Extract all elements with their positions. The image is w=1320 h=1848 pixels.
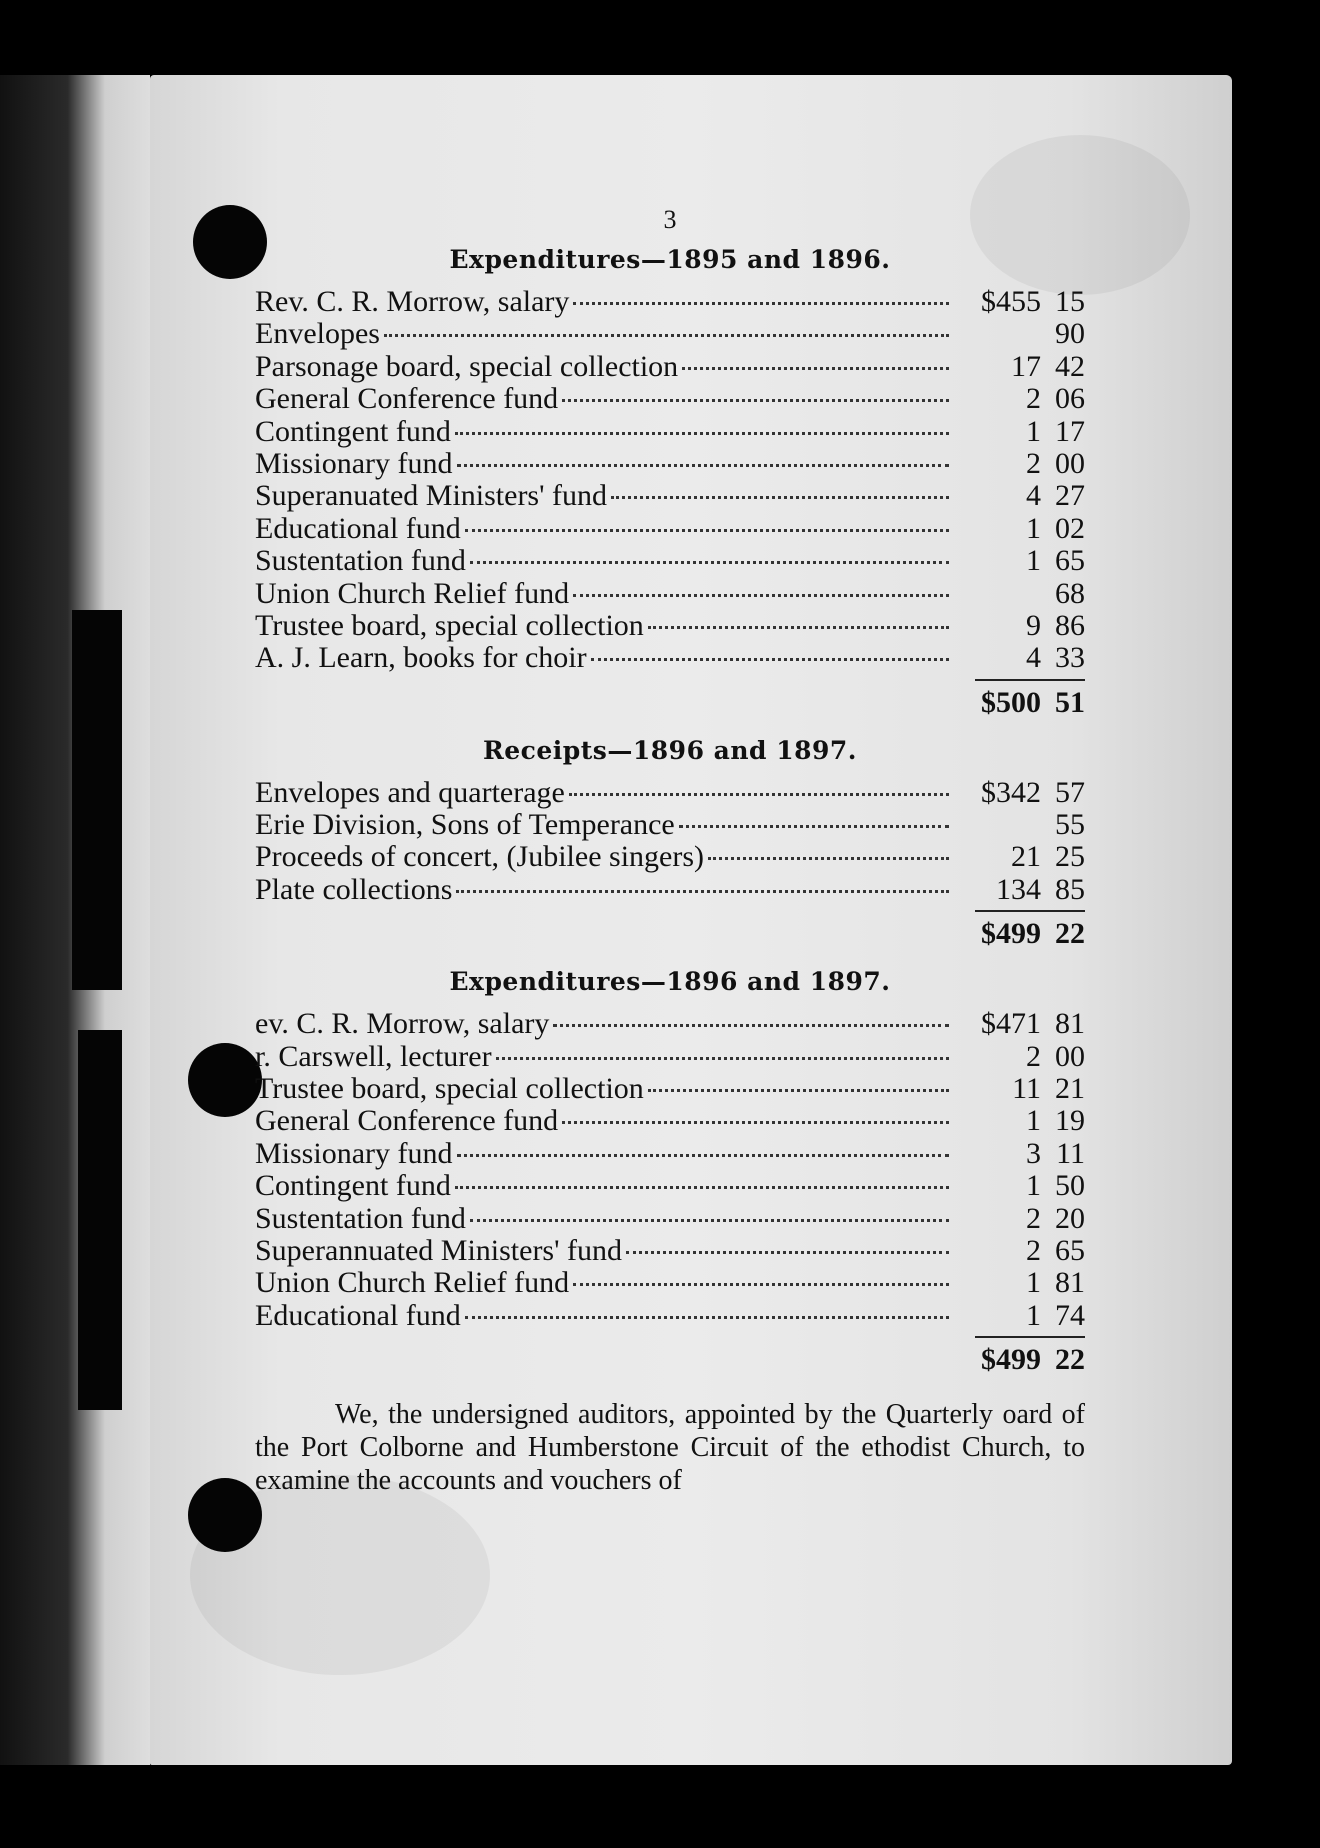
dot-leader <box>573 274 949 305</box>
dot-leader <box>457 436 950 467</box>
ledger-item-dollars: $455 <box>981 285 1041 318</box>
ledger-item-label: Trustee board, special collection <box>255 1072 644 1106</box>
ledger-section <box>255 731 1085 957</box>
ledger-section <box>255 240 1085 725</box>
ledger-item-cents: 19 <box>1055 1104 1085 1138</box>
dot-leader <box>457 1126 950 1157</box>
dot-leader <box>648 598 949 629</box>
dot-leader <box>682 339 949 370</box>
ledger-item-dollars: 134 <box>996 872 1041 906</box>
ledger-item-cents: 50 <box>1055 1169 1085 1203</box>
binding-gap-shadow <box>72 610 122 990</box>
dot-leader <box>569 765 949 796</box>
section-heading: Receipts—1896 and 1897. <box>482 735 858 765</box>
ledger-item-label: Contingent fund <box>255 1169 451 1203</box>
ledger-item-cents: 00 <box>1055 1039 1085 1073</box>
ledger-item-cents: 02 <box>1055 511 1085 545</box>
total-cents: 51 <box>1055 685 1085 719</box>
punch-hole <box>188 1043 262 1117</box>
ledger-item-dollars: $471 <box>981 1007 1041 1041</box>
ledger-item-cents: 90 <box>1055 317 1085 351</box>
ledger-item-cents: 81 <box>1055 1266 1085 1300</box>
dot-leader <box>708 829 949 860</box>
page-number: 3 <box>663 205 677 234</box>
total-cents: 22 <box>1055 917 1085 951</box>
ledger-item-cents: 25 <box>1055 840 1085 874</box>
ledger-item-cents: 33 <box>1055 641 1085 675</box>
ledger-item-label: Erie Division, Sons of Temperance <box>255 808 675 842</box>
dot-leader <box>591 630 949 661</box>
ledger-item-label: General Conference fund <box>255 1104 559 1138</box>
section-total <box>255 1338 1085 1382</box>
dot-leader <box>465 501 949 532</box>
ledger-item-label: A. J. Learn, books for choir <box>255 641 587 675</box>
ledger-item-dollars: 1 <box>1026 1169 1041 1203</box>
ledger-item-dollars: 2 <box>1026 446 1041 480</box>
ledger-item-dollars: 2 <box>1026 1201 1041 1235</box>
ledger-item-label: Superanuated Ministers' fund <box>255 479 608 513</box>
ledger-row <box>255 771 1085 809</box>
dot-leader <box>553 996 949 1027</box>
ledger-item-label: r. Carswell, lecturer <box>255 1039 492 1073</box>
section-heading: Expenditures—1896 and 1897. <box>449 967 891 997</box>
ledger-item-dollars: 11 <box>1012 1072 1041 1106</box>
ledger-item-label: Parsonage board, special collection <box>255 349 679 383</box>
dot-leader <box>573 566 949 597</box>
dot-leader <box>456 862 949 893</box>
ledger-item-cents: 21 <box>1055 1072 1085 1106</box>
ledger-item-label: Missionary fund <box>255 446 453 480</box>
ledger-item-dollars: 1 <box>1026 1266 1041 1300</box>
ledger-item-dollars: $342 <box>981 775 1041 809</box>
dot-leader <box>562 371 949 402</box>
ledger-item-cents: 15 <box>1055 285 1085 318</box>
ledger-item-dollars: 2 <box>1026 1233 1041 1267</box>
ledger-item-cents: 42 <box>1055 349 1085 383</box>
ledger-item-cents: 57 <box>1055 775 1085 809</box>
ledger-item-dollars: 1 <box>1026 544 1041 578</box>
total-dollars: $500 <box>981 685 1041 719</box>
dot-leader <box>465 1288 949 1319</box>
dot-leader <box>470 1191 949 1222</box>
ledger-item-label: Educational fund <box>255 511 461 545</box>
dot-leader <box>611 468 949 499</box>
ledger-section <box>255 962 1085 1382</box>
ledger-item-cents: 00 <box>1055 446 1085 480</box>
ledger-item-label: Proceeds of concert, (Jubilee singers) <box>255 840 705 874</box>
dot-leader <box>455 1158 949 1189</box>
ledger-item-label: General Conference fund <box>255 382 559 416</box>
ledger-item-cents: 55 <box>1055 808 1085 842</box>
dot-leader <box>648 1061 949 1092</box>
dot-leader <box>496 1029 949 1060</box>
section-total <box>255 681 1085 725</box>
ledger-item-label: Sustentation fund <box>255 544 466 578</box>
ledger-item-cents: 74 <box>1055 1298 1085 1332</box>
ledger-item-dollars: 4 <box>1026 479 1041 513</box>
punch-hole <box>188 1478 262 1552</box>
ledger-item-dollars: 1 <box>1026 414 1041 448</box>
dot-leader <box>455 404 949 435</box>
ledger-item-dollars: 1 <box>1026 1104 1041 1138</box>
dot-leader <box>384 306 949 337</box>
ledger-item-label: Educational fund <box>255 1298 461 1332</box>
ledger-item-dollars: 4 <box>1026 641 1041 675</box>
dot-leader <box>626 1223 949 1254</box>
section-heading: Expenditures—1895 and 1896. <box>449 245 891 274</box>
ledger-item-cents: 27 <box>1055 479 1085 513</box>
ledger-item-cents: 06 <box>1055 382 1085 416</box>
ledger-item-dollars: 2 <box>1026 1039 1041 1073</box>
auditors-paragraph: We, the undersigned auditors, appointed by the Quarterly oard of the Port Colborne and Humberstone Circuit of the ethodist Church, to examine the accounts and vouchers of <box>255 1399 1085 1497</box>
dot-leader <box>573 1255 949 1286</box>
ledger-item-cents: 65 <box>1055 1233 1085 1267</box>
ledger-item-cents: 86 <box>1055 608 1085 642</box>
page-content <box>255 200 1085 1497</box>
ledger-item-label: Union Church Relief fund <box>255 1266 570 1300</box>
ledger-item-cents: 68 <box>1055 576 1085 610</box>
ledger-item-label: Missionary fund <box>255 1136 453 1170</box>
ledger-item-dollars: 3 <box>1026 1136 1041 1170</box>
section-total <box>255 912 1085 956</box>
ledger-item-dollars: 17 <box>1011 349 1041 383</box>
ledger-item-dollars: 9 <box>1026 608 1041 642</box>
ledger-item-label: Sustentation fund <box>255 1201 466 1235</box>
ledger-item-cents: 81 <box>1055 1007 1085 1041</box>
ledger-item-label: Trustee board, special collection <box>255 608 644 642</box>
ledger-item-label: ev. C. R. Morrow, salary <box>255 1007 550 1041</box>
ledger-item-cents: 17 <box>1055 414 1085 448</box>
ledger-item-cents: 20 <box>1055 1201 1085 1235</box>
ledger-item-cents: 85 <box>1055 872 1085 906</box>
total-dollars: $499 <box>981 917 1041 951</box>
ledger-sections <box>255 240 1085 1382</box>
ledger-item-dollars: 21 <box>1011 840 1041 874</box>
dot-leader <box>562 1093 949 1124</box>
ledger-item-label: Envelopes <box>255 317 380 351</box>
binding-gap-shadow <box>78 1030 122 1410</box>
total-cents: 22 <box>1055 1343 1085 1377</box>
ledger-item-label: Envelopes and quarterage <box>255 775 565 809</box>
ledger-item-dollars: 2 <box>1026 382 1041 416</box>
ledger-item-label: Plate collections <box>255 872 453 906</box>
ledger-item-label: Contingent fund <box>255 414 451 448</box>
ledger-item-label: Superannuated Ministers' fund <box>255 1233 623 1267</box>
dot-leader <box>470 533 949 564</box>
ledger-item-dollars: 1 <box>1026 1298 1041 1332</box>
dot-leader <box>679 797 949 828</box>
ledger-item-label: Union Church Relief fund <box>255 576 570 610</box>
ledger-item-label: Rev. C. R. Morrow, salary <box>255 285 570 318</box>
ledger-item-dollars: 1 <box>1026 511 1041 545</box>
ledger-item-cents: 11 <box>1056 1136 1085 1170</box>
ledger-item-cents: 65 <box>1055 544 1085 578</box>
total-dollars: $499 <box>981 1343 1041 1377</box>
